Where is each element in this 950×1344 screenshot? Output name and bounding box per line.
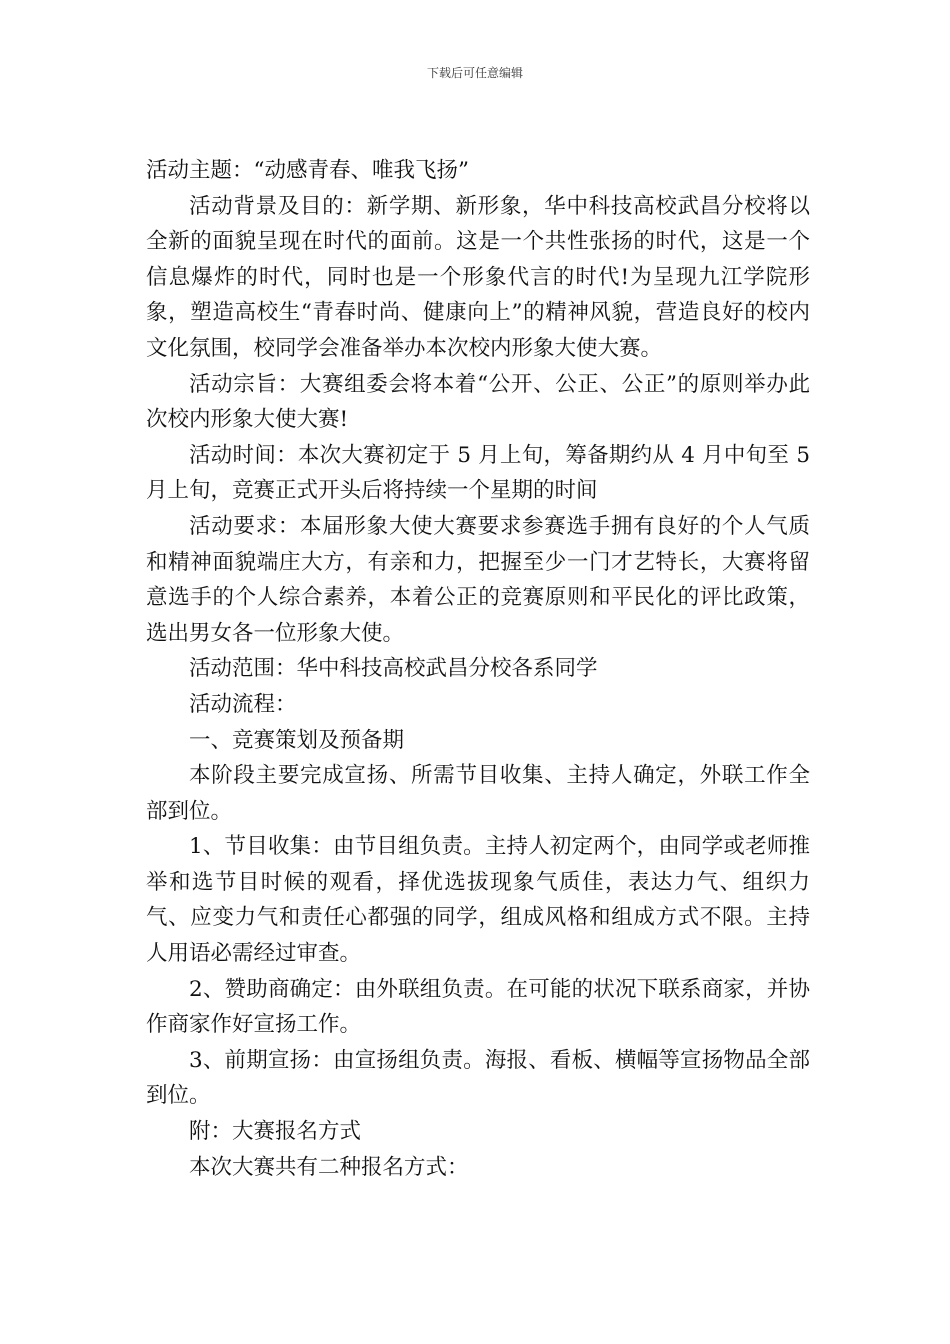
paragraph-scope: 活动范围：华中科技高校武昌分校各系同学 [189,656,598,682]
paragraph-purpose: 活动宗旨：大赛组委会将本着“公开、公正、公正”的原则举办此次校内形象大使大赛! [146,371,810,433]
paragraph-background: 活动背景及目的：新学期、新形象，华中科技高校武昌分校将以全新的面貌呈现在时代的面前。这是一个共性张扬的时代，这是一个信息爆炸的时代，同时也是一个形象代言的时代!为呈现九江学院形象，塑造高校生“青春时尚、健康向上”的精神风貌，营造良好的校内文化氛围，校同学会准备举办本次校内形象大使大赛。 [146,193,810,361]
paragraph-process-heading: 活动流程： [189,691,297,717]
paragraph-time: 活动时间：本次大赛初定于 5 月上旬，筹备期约从 4 月中旬至 5 月上旬，竞赛正式开头后将持续一个星期的时间 [146,442,810,504]
paragraph-item-3-promotion: 3、前期宣扬：由宣扬组负责。海报、看板、横幅等宣扬物品全部到位。 [146,1047,810,1109]
paragraph-registration-methods: 本次大赛共有二种报名方式： [189,1154,469,1180]
paragraph-item-1-program-collection: 1、节目收集：由节目组负责。主持人初定两个，由同学或老师推举和选节目时候的观看，择优选拔现象气质佳，表达力气、组织力气、应变力气和责任心都强的同学，组成风格和组成方式不限。主持人用语必需经过审查。 [146,834,810,967]
paragraph-section-one-heading: 一、竞赛策划及预备期 [189,727,405,753]
paragraph-appendix-heading: 附：大赛报名方式 [189,1119,362,1145]
paragraph-item-2-sponsor: 2、赞助商确定：由外联组负责。在可能的状况下联系商家，并协作商家作好宣扬工作。 [146,976,810,1038]
document-body [146,153,810,1185]
paragraph-theme: 活动主题：“动感青春、唯我飞扬” [146,158,469,183]
paragraph-requirements: 活动要求：本届形象大使大赛要求参赛选手拥有良好的个人气质和精神面貌端庄大方，有亲和力，把握至少一门才艺特长，大赛将留意选手的个人综合素养，本着公正的竞赛原则和平民化的评比政策，选出男女各一位形象大使。 [146,513,810,646]
page-header: 下载后可任意编辑 [426,66,523,80]
paragraph-stage-summary: 本阶段主要完成宣扬、所需节目收集、主持人确定，外联工作全部到位。 [146,763,810,824]
